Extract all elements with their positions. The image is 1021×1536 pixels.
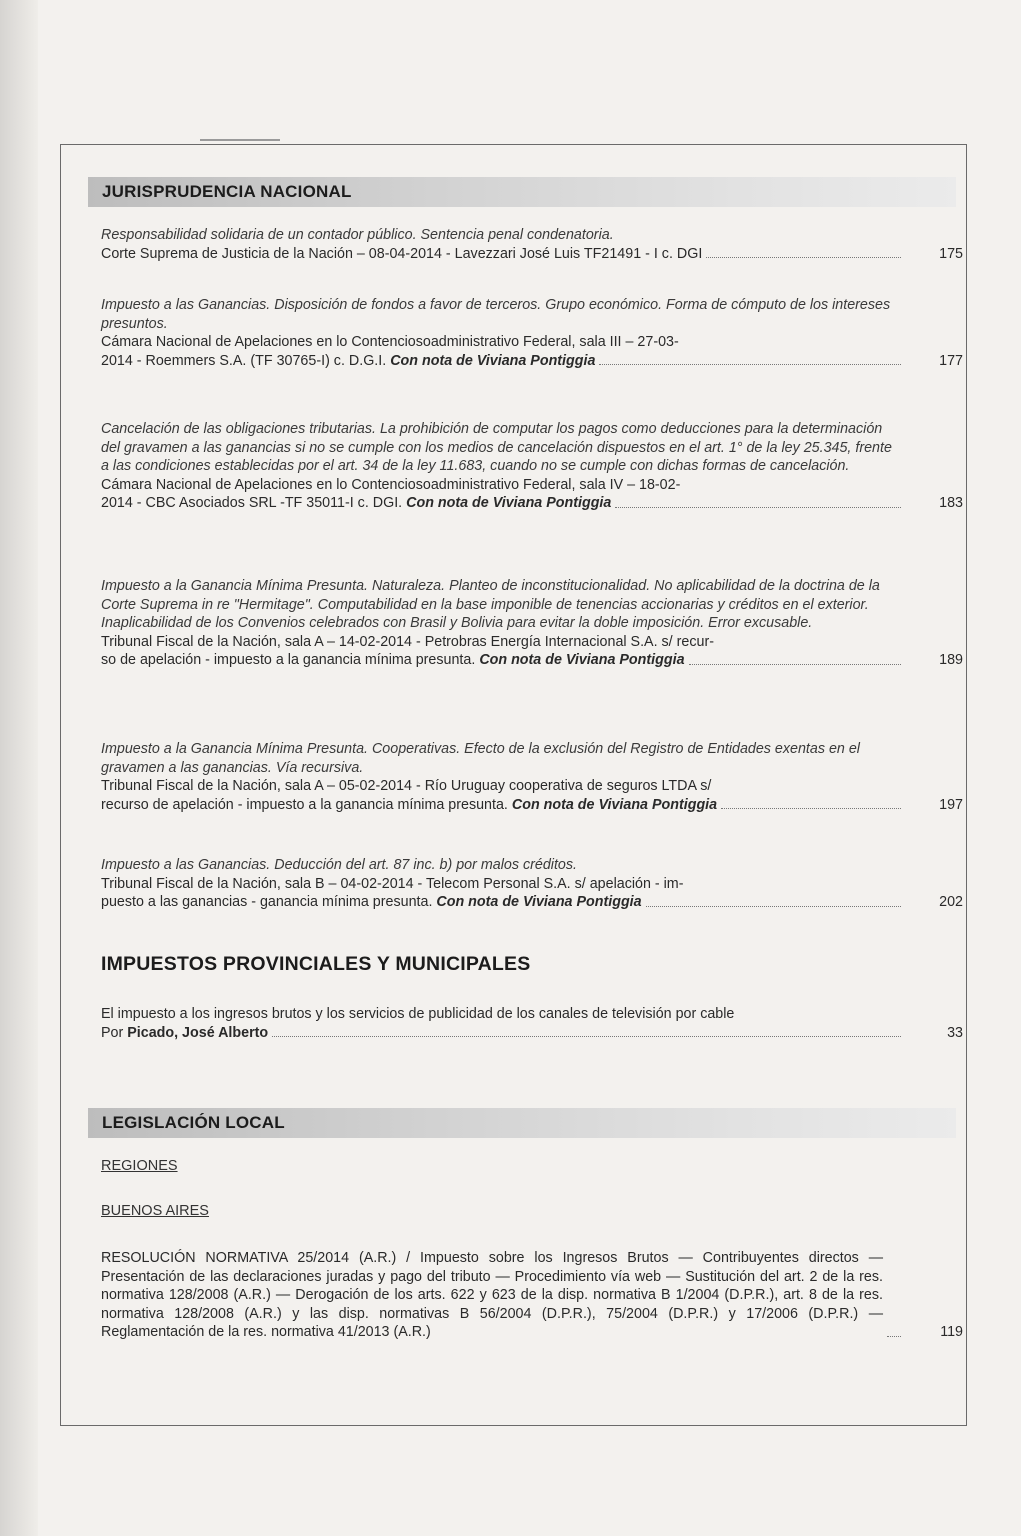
- leader-dots: [615, 507, 901, 508]
- entry-citation-line: [101, 245, 963, 264]
- page-number: 183: [939, 495, 963, 511]
- note-author: Con nota de Viviana Pontiggia: [511, 796, 718, 813]
- page-number: 197: [939, 796, 963, 813]
- entry-citation-tail: puesto a las ganancias - ganancia mínima presunta. Con nota de Viviana Pontiggia: [101, 894, 642, 910]
- page-number: 33: [947, 1024, 963, 1041]
- entry-author-line: [101, 1024, 963, 1043]
- toc-entry-33[interactable]: [101, 1005, 963, 1042]
- entry-citation-tail: 2014 - Roemmers S.A. (TF 30765-I) c. D.G.I. Con nota de Viviana Pontiggia: [101, 352, 596, 369]
- note-author: Con nota de Viviana Pontiggia: [479, 652, 685, 668]
- entry-citation-head: Tribunal Fiscal de la Nación, sala B – 04-02-2014 - Telecom Personal S.A. s/ apelación - im-: [101, 875, 684, 892]
- entry-citation-line: [101, 352, 963, 371]
- toc-entry-202[interactable]: [101, 856, 963, 912]
- note-author: Con nota de Viviana Pontiggia: [436, 894, 642, 910]
- entry-subject: Impuesto a la Ganancia Mínima Presunta. Cooperativas. Efecto de la exclusión del Registro de Entidades exentas en el gravamen a las ganancias. Vía recursiva.: [101, 741, 860, 776]
- section-title: LEGISLACIÓN LOCAL: [102, 1113, 285, 1132]
- scan-mark: [200, 139, 280, 141]
- section-header-jurisprudencia: [88, 177, 956, 207]
- leader-dots: [689, 664, 901, 665]
- toc-entry-189[interactable]: [101, 577, 963, 670]
- entry-citation-tail: so de apelación - impuesto a la ganancia mínima presunta. Con nota de Viviana Pontiggia: [101, 652, 685, 668]
- page-number: 189: [939, 652, 963, 668]
- leader-dots: [721, 808, 901, 809]
- toc-entry-119[interactable]: [101, 1249, 963, 1342]
- entry-subject: Impuesto a la Ganancia Mínima Presunta. Naturaleza. Planteo de inconstitucionalidad. No aplicabilidad de la doctrina de la Corte Suprema in re "Hermitage". Computabilidad en la base imponible de tenencias accionarias y créditos en el exterior. Inaplicabilidad de los Convenios celebrados con Brasil y Bolivia para evitar la doble imposición. Error excusable.: [101, 578, 880, 631]
- section-title: JURISPRUDENCIA NACIONAL: [102, 182, 352, 201]
- subheading-regiones[interactable]: REGIONES: [101, 1158, 178, 1174]
- entry-citation-line: [101, 893, 963, 912]
- page-number: 119: [940, 1324, 963, 1340]
- leader-dots: [599, 364, 901, 365]
- page-number: 177: [939, 352, 963, 369]
- note-author: Con nota de Viviana Pontiggia: [390, 352, 596, 369]
- leader-dots: [887, 1336, 901, 1337]
- section-header-legislacion: [88, 1108, 956, 1138]
- leader-dots: [272, 1036, 901, 1037]
- entry-text: El impuesto a los ingresos brutos y los servicios de publicidad de los canales de televisión por cable: [101, 1006, 735, 1022]
- leader-dots: [706, 257, 901, 258]
- entry-citation-tail: 2014 - CBC Asociados SRL -TF 35011-I c. DGI. Con nota de Viviana Pontiggia: [101, 495, 612, 511]
- page-number: 175: [939, 245, 963, 262]
- toc-entry-175[interactable]: [101, 226, 963, 263]
- entry-subject: Impuesto a las Ganancias. Disposición de fondos a favor de terceros. Grupo económico. Forma de cómputo de los intereses presuntos.: [101, 297, 891, 332]
- entry-citation: Corte Suprema de Justicia de la Nación – 08-04-2014 - Lavezzari José Luis TF21491 - I c. DGI: [101, 245, 703, 262]
- entry-citation-head: Tribunal Fiscal de la Nación, sala A – 05-02-2014 - Río Uruguay cooperativa de seguros LTDA s/: [101, 778, 712, 794]
- toc-entry-183[interactable]: [101, 420, 963, 513]
- entry-resolution-line: [101, 1249, 963, 1342]
- page-number: 202: [939, 894, 963, 910]
- author-name: Picado, José Alberto: [127, 1024, 269, 1041]
- page-edge-shadow: [0, 0, 38, 1536]
- entry-citation-head: Cámara Nacional de Apelaciones en lo Contenciosoadministrativo Federal, sala IV – 18-02-: [101, 476, 681, 493]
- entry-subject: Impuesto a las Ganancias. Deducción del art. 87 inc. b) por malos créditos.: [101, 857, 578, 873]
- entry-subject: Responsabilidad solidaria de un contador público. Sentencia penal condenatoria.: [101, 227, 614, 243]
- toc-entry-177[interactable]: [101, 296, 963, 370]
- entry-citation-head: Tribunal Fiscal de la Nación, sala A – 14-02-2014 - Petrobras Energía Internacional S.A. s/ recur-: [101, 633, 714, 650]
- entry-citation-tail: recurso de apelación - impuesto a la ganancia mínima presunta. Con nota de Viviana Pontiggia: [101, 796, 718, 813]
- subheading-buenos-aires[interactable]: BUENOS AIRES: [101, 1203, 209, 1219]
- leader-dots: [646, 906, 901, 907]
- entry-byline: Por Picado, José Alberto: [101, 1024, 269, 1041]
- toc-entry-197[interactable]: [101, 740, 963, 814]
- entry-citation-line: [101, 796, 963, 815]
- entry-citation-head: Cámara Nacional de Apelaciones en lo Contenciosoadministrativo Federal, sala III – 27-03-: [101, 334, 679, 350]
- resolution-text: RESOLUCIÓN NORMATIVA 25/2014 (A.R.) / Impuesto sobre los Ingresos Brutos — Contribuyentes directos — Presentación de las declaraciones juradas y pago del tributo — Procedimiento vía web — Sustitución del art. 2 de la res. normativa 128/2008 (A.R.) — Derogación de los arts. 622 y 623 de la disp. normativa B 1/2004 (D.P.R.), art. 8 de la res. normativa 128/2008 (A.R.) y las disp. normativas B 56/2004 (D.P.R.), 75/2004 (D.P.R.) y 17/2006 (D.P.R.) — Reglamentación de la res. normativa 41/2013 (A.R.): [101, 1250, 883, 1340]
- entry-subject: Cancelación de las obligaciones tributarias. La prohibición de computar los pagos como deducciones para la determinación del gravamen a las ganancias si no se cumple con los medios de cancelación dispuestos en el art. 1° de la ley 25.345, frente a las condiciones establecidas por el art. 34 de la ley 11.683, cuando no se cumple con dichas formas de cancelación.: [101, 421, 892, 474]
- note-author: Con nota de Viviana Pontiggia: [406, 495, 612, 511]
- section-title-impuestos: IMPUESTOS PROVINCIALES Y MUNICIPALES: [101, 953, 531, 975]
- entry-citation-line: [101, 651, 963, 670]
- entry-citation-line: [101, 494, 963, 513]
